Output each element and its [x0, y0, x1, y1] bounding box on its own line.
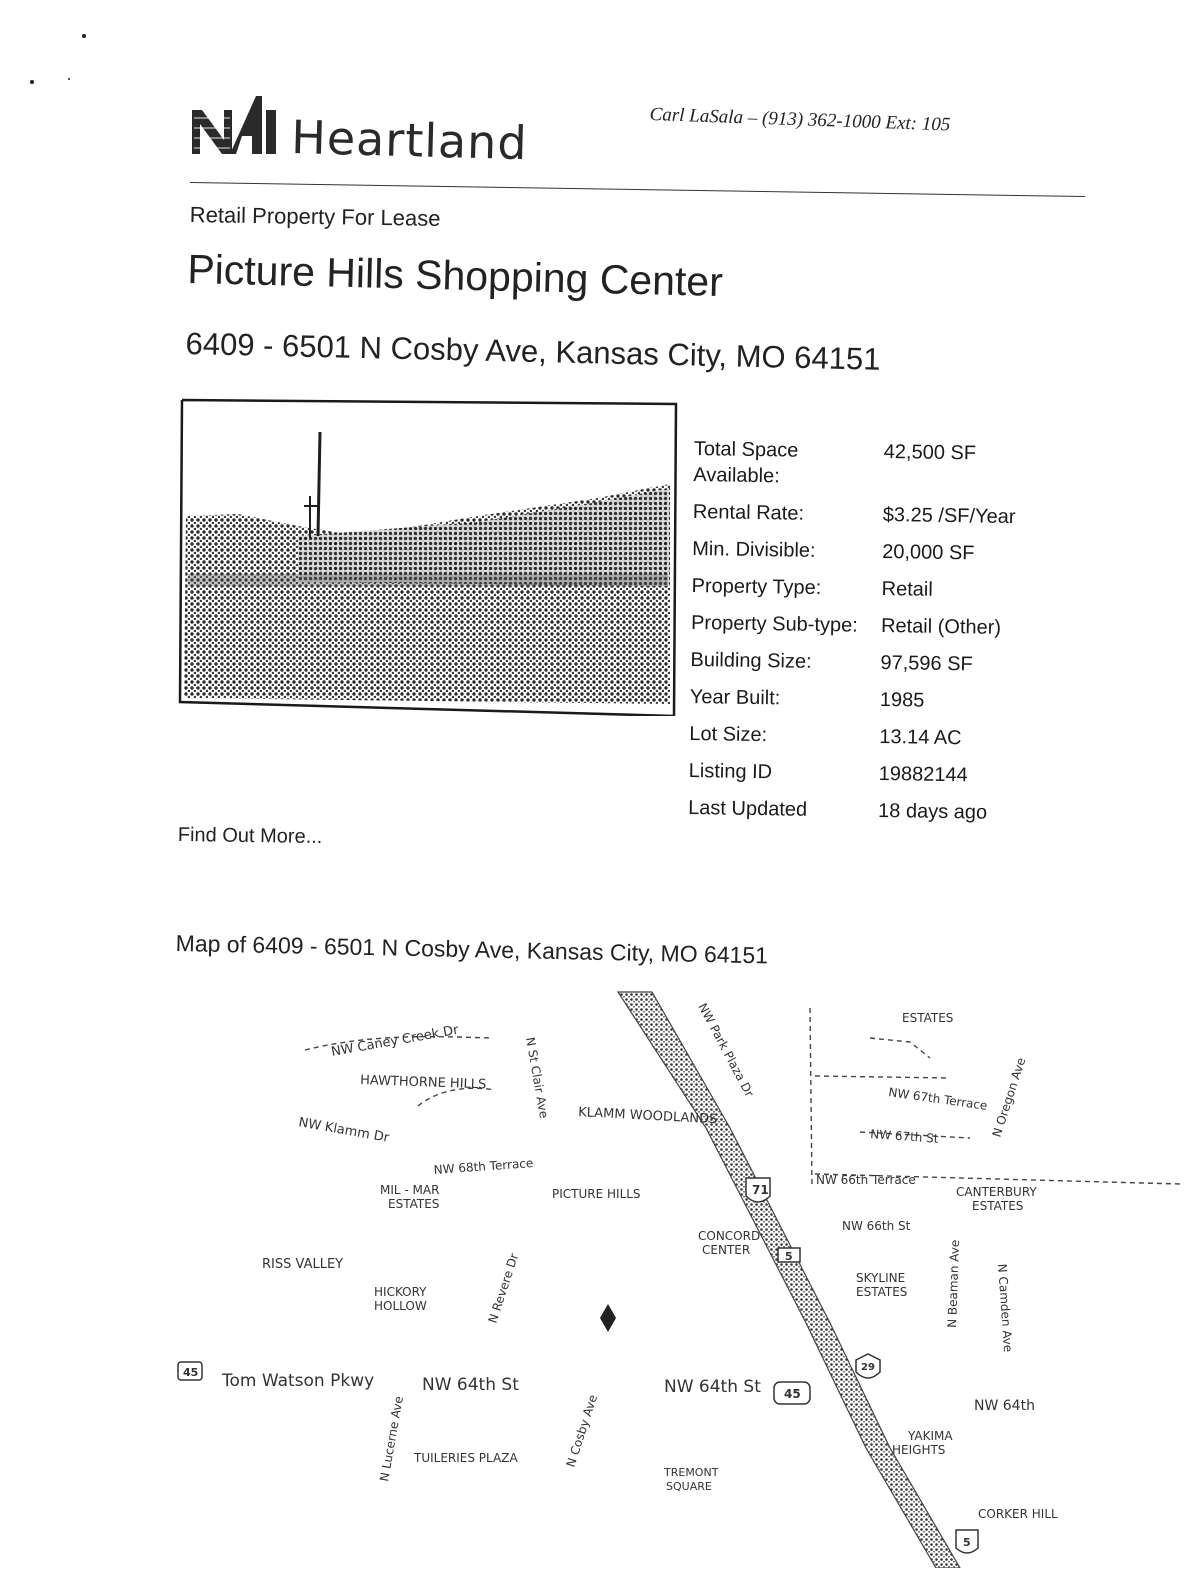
- company-logo: [190, 88, 560, 171]
- map-label: SQUARE: [666, 1480, 712, 1493]
- detail-row: [692, 536, 1092, 568]
- scan-speck: [82, 34, 86, 38]
- map-label: NW Klamm Dr: [297, 1115, 391, 1146]
- detail-row: [688, 795, 1088, 827]
- map-label: N Revere Dr: [485, 1251, 522, 1325]
- shield-number: 29: [861, 1362, 875, 1373]
- map-label: NW Park Plaza Dr: [695, 1000, 757, 1100]
- property-photo: [178, 386, 678, 716]
- map-label: CORKER HILL: [978, 1507, 1058, 1521]
- shield-number: 5: [785, 1250, 793, 1263]
- map-label: Tom Watson Pkwy: [222, 1371, 375, 1391]
- detail-label: Property Type:: [691, 574, 822, 600]
- map-label: CENTER: [702, 1243, 751, 1257]
- detail-label: Last Updated: [687, 796, 808, 821]
- map-label: HAWTHORNE HILLS: [359, 1073, 487, 1093]
- detail-value: Retail: [881, 577, 933, 601]
- map-label: NW 66th Terrace: [816, 1173, 916, 1187]
- detail-row: [689, 758, 1089, 790]
- map-label: ESTATES: [388, 1197, 440, 1211]
- detail-label: Building Size:: [690, 648, 812, 673]
- detail-row: [690, 647, 1090, 679]
- map-label: MIL - MAR: [380, 1183, 440, 1197]
- page-title: Picture Hills Shopping Center: [186, 246, 724, 306]
- logo-wordmark: Heartland: [290, 110, 529, 171]
- detail-value: Retail (Other): [880, 614, 1002, 639]
- map-label: ESTATES: [856, 1285, 908, 1299]
- map-label: TUILERIES PLAZA: [414, 1451, 518, 1465]
- property-details: [688, 436, 1094, 838]
- detail-value: 18 days ago: [877, 799, 988, 824]
- scan-speck: [30, 80, 34, 84]
- map-label: NW 64th: [974, 1398, 1035, 1414]
- map-label: N Cosby Ave: [563, 1392, 601, 1469]
- map-label: HEIGHTS: [892, 1443, 946, 1457]
- detail-value: 1985: [879, 688, 925, 712]
- find-out-more-link[interactable]: Find Out More...: [177, 824, 323, 849]
- map-label: N Camden Ave: [995, 1263, 1016, 1353]
- detail-row: [691, 573, 1091, 605]
- detail-row: [689, 721, 1089, 753]
- listing-subheading: Retail Property For Lease: [189, 202, 441, 231]
- shield-number: 45: [183, 1366, 199, 1379]
- detail-label: Total Space Available:: [693, 437, 799, 488]
- agent-contact: Carl LaSala – (913) 362-1000 Ext: 105: [649, 104, 951, 136]
- detail-label: Rental Rate:: [692, 500, 805, 525]
- shield-number: 71: [752, 1183, 769, 1197]
- detail-row: [690, 684, 1090, 716]
- detail-label: Listing ID: [688, 759, 773, 784]
- map-label: NW 67th St: [869, 1127, 939, 1146]
- detail-value: $3.25 /SF/Year: [882, 503, 1016, 529]
- map-label: ESTATES: [902, 1011, 954, 1025]
- header-divider: [190, 182, 1085, 197]
- property-address: 6409 - 6501 N Cosby Ave, Kansas City, MO 64151: [185, 326, 881, 377]
- nai-logo-icon: [190, 88, 300, 168]
- detail-label: Min. Divisible:: [692, 537, 816, 562]
- map-label: CONCORD: [698, 1229, 761, 1243]
- scan-speck: [68, 78, 70, 80]
- map-label: ESTATES: [972, 1199, 1024, 1213]
- detail-row: [691, 610, 1091, 642]
- map-label: RISS VALLEY: [262, 1257, 344, 1272]
- detail-label: Year Built:: [689, 685, 781, 710]
- map-label: PICTURE HILLS: [552, 1187, 641, 1201]
- map-label: NW Caney Creek Dr: [330, 1022, 460, 1060]
- location-map[interactable]: [170, 978, 1180, 1568]
- map-label: YAKIMA: [908, 1429, 953, 1443]
- shield-number: 45: [784, 1387, 801, 1401]
- map-label: SKYLINE: [856, 1271, 906, 1285]
- map-title: Map of 6409 - 6501 N Cosby Ave, Kansas City, MO 64151: [175, 930, 769, 969]
- map-label: N Oregon Ave: [989, 1055, 1029, 1139]
- map-label: KLAMM WOODLANDS: [577, 1105, 718, 1128]
- map-label: N Beaman Ave: [945, 1239, 963, 1329]
- shield-number: 5: [963, 1536, 971, 1549]
- location-pin-icon: [600, 1304, 616, 1332]
- map-label: TREMONT: [664, 1466, 719, 1479]
- detail-label: Property Sub-type:: [690, 611, 858, 637]
- detail-value: 19882144: [878, 762, 968, 787]
- map-label: NW 64th St: [664, 1377, 761, 1397]
- map-label: NW 67th Terrace: [887, 1085, 989, 1113]
- map-label: NW 64th St: [422, 1375, 519, 1395]
- map-label: NW 66th St: [842, 1219, 911, 1233]
- map-label: NW 68th Terrace: [433, 1156, 534, 1177]
- map-label: HICKORY: [374, 1285, 427, 1299]
- detail-row: [693, 499, 1093, 531]
- detail-value: 20,000 SF: [882, 540, 975, 565]
- detail-row: [693, 436, 1094, 494]
- map-label: N Lucerne Ave: [377, 1395, 406, 1483]
- detail-label: Lot Size:: [689, 722, 768, 747]
- detail-value: 13.14 AC: [879, 725, 962, 750]
- detail-value: 42,500 SF: [883, 440, 977, 465]
- map-label: HOLLOW: [374, 1299, 427, 1313]
- detail-value: 97,596 SF: [880, 651, 973, 676]
- map-label: N St Clair Ave: [523, 1036, 552, 1120]
- map-label: CANTERBURY: [956, 1185, 1037, 1199]
